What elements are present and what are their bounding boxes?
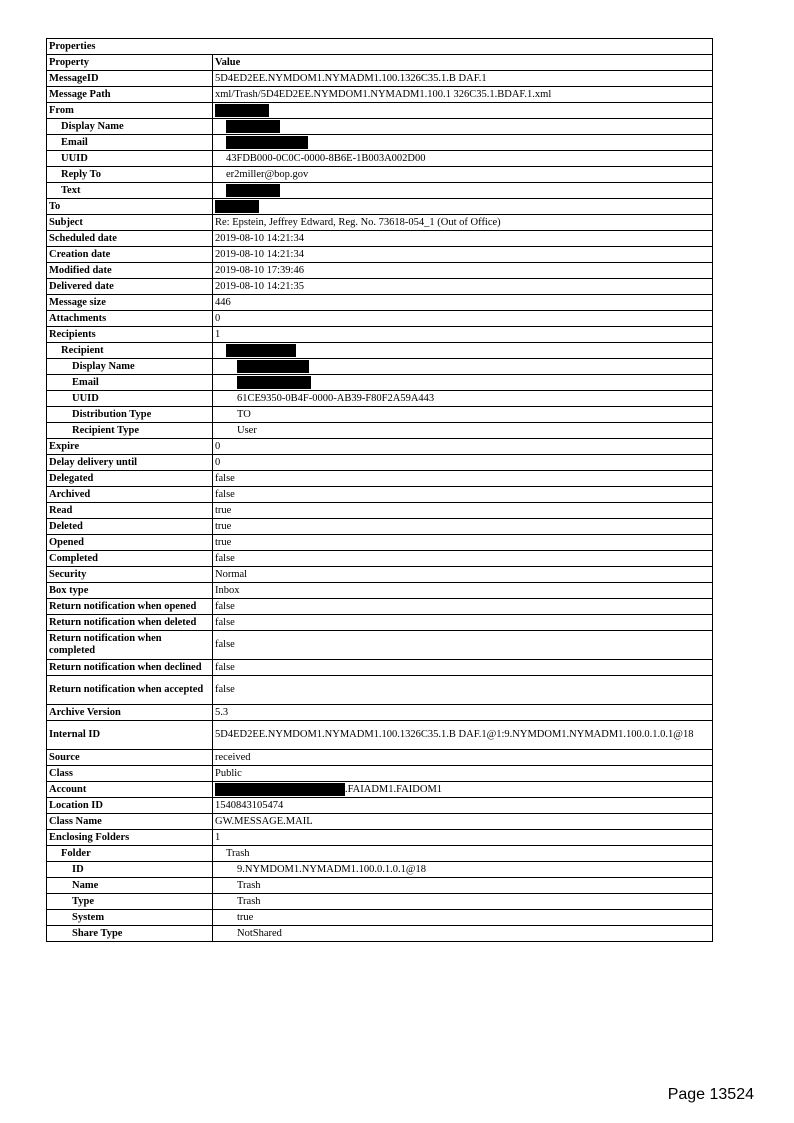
property-value: Normal — [213, 567, 713, 583]
table-row — [47, 798, 713, 814]
table-row — [47, 631, 713, 660]
table-row — [47, 551, 713, 567]
property-value: false — [213, 487, 713, 503]
property-value: 2019-08-10 14:21:34 — [213, 247, 713, 263]
property-value: false — [213, 631, 713, 660]
property-value: 2019-08-10 14:21:35 — [213, 279, 713, 295]
table-row — [47, 583, 713, 599]
table-row — [47, 263, 713, 279]
property-value — [213, 103, 713, 119]
redaction-block — [237, 376, 311, 389]
property-value: 446 — [213, 295, 713, 311]
property-value: 5D4ED2EE.NYMDOM1.NYMADM1.100.1326C35.1.B DAF.1 — [213, 71, 713, 87]
property-value: false — [213, 676, 713, 705]
table-row — [47, 119, 713, 135]
property-value: false — [213, 471, 713, 487]
table-row — [47, 567, 713, 583]
property-key: Box type — [47, 583, 213, 599]
table-row — [47, 183, 713, 199]
property-key: Delegated — [47, 471, 213, 487]
property-value — [213, 375, 713, 391]
table-row — [47, 660, 713, 676]
table-row — [47, 247, 713, 263]
property-key: Expire — [47, 439, 213, 455]
table-row — [47, 103, 713, 119]
property-key: Return notification when declined — [47, 660, 213, 676]
table-row — [47, 215, 713, 231]
table-row — [47, 705, 713, 721]
property-key: Source — [47, 750, 213, 766]
property-value: 9.NYMDOM1.NYMADM1.100.0.1.0.1@18 — [213, 862, 713, 878]
property-value: 61CE9350-0B4F-0000-AB39-F80F2A59A443 — [213, 391, 713, 407]
table-row — [47, 327, 713, 343]
property-value — [213, 782, 713, 798]
table-row — [47, 135, 713, 151]
table-row — [47, 455, 713, 471]
table-row — [47, 750, 713, 766]
table-header-row — [47, 55, 713, 71]
table-row — [47, 676, 713, 705]
table-row — [47, 878, 713, 894]
property-value: er2miller@bop.gov — [213, 167, 713, 183]
property-value — [213, 343, 713, 359]
property-value: 1 — [213, 830, 713, 846]
property-key: Archived — [47, 487, 213, 503]
property-key: Account — [47, 782, 213, 798]
table-row — [47, 926, 713, 942]
table-row — [47, 71, 713, 87]
table-row — [47, 471, 713, 487]
property-key: Archive Version — [47, 705, 213, 721]
property-value: GW.MESSAGE.MAIL — [213, 814, 713, 830]
property-value: Inbox — [213, 583, 713, 599]
table-row — [47, 375, 713, 391]
property-key: Folder — [47, 846, 213, 862]
property-key: Deleted — [47, 519, 213, 535]
property-value: false — [213, 660, 713, 676]
property-key: UUID — [47, 391, 213, 407]
property-value — [213, 199, 713, 215]
property-key: Location ID — [47, 798, 213, 814]
table-row — [47, 519, 713, 535]
property-key: Modified date — [47, 263, 213, 279]
redaction-block — [226, 136, 308, 149]
property-key: Recipient Type — [47, 423, 213, 439]
property-key: ID — [47, 862, 213, 878]
property-key: Enclosing Folders — [47, 830, 213, 846]
table-row — [47, 721, 713, 750]
property-key: UUID — [47, 151, 213, 167]
property-key: Opened — [47, 535, 213, 551]
properties-table — [46, 38, 713, 942]
table-row — [47, 503, 713, 519]
table-row — [47, 407, 713, 423]
property-key: MessageID — [47, 71, 213, 87]
property-value: NotShared — [213, 926, 713, 942]
property-key: Return notification when opened — [47, 599, 213, 615]
property-value: Re: Epstein, Jeffrey Edward, Reg. No. 73618-054_1 (Out of Office) — [213, 215, 713, 231]
property-key: Message size — [47, 295, 213, 311]
redaction-block — [215, 783, 345, 796]
table-row — [47, 279, 713, 295]
property-key: Type — [47, 894, 213, 910]
property-key: Share Type — [47, 926, 213, 942]
property-key: Text — [47, 183, 213, 199]
redaction-block — [237, 360, 309, 373]
table-row — [47, 199, 713, 215]
property-key: To — [47, 199, 213, 215]
property-value: 5D4ED2EE.NYMDOM1.NYMADM1.100.1326C35.1.B DAF.1@1:9.NYMDOM1.NYMADM1.100.0.1.0.1@18 — [213, 721, 713, 750]
table-row — [47, 599, 713, 615]
property-value: true — [213, 910, 713, 926]
table-row — [47, 782, 713, 798]
property-value: Trash — [213, 846, 713, 862]
table-row — [47, 311, 713, 327]
property-key: Delay delivery until — [47, 455, 213, 471]
property-key: Scheduled date — [47, 231, 213, 247]
property-value: received — [213, 750, 713, 766]
property-key: From — [47, 103, 213, 119]
property-key: Message Path — [47, 87, 213, 103]
table-row — [47, 343, 713, 359]
redaction-block — [215, 200, 259, 213]
table-row — [47, 487, 713, 503]
property-key: Creation date — [47, 247, 213, 263]
table-row — [47, 167, 713, 183]
property-key: Recipient — [47, 343, 213, 359]
table-row — [47, 151, 713, 167]
table-row — [47, 295, 713, 311]
table-row — [47, 814, 713, 830]
property-value: TO — [213, 407, 713, 423]
property-key: Email — [47, 375, 213, 391]
table-row — [47, 846, 713, 862]
redaction-block — [226, 184, 280, 197]
property-value: 1540843105474 — [213, 798, 713, 814]
property-value: 2019-08-10 17:39:46 — [213, 263, 713, 279]
table-row — [47, 830, 713, 846]
property-value: 2019-08-10 14:21:34 — [213, 231, 713, 247]
property-key: Attachments — [47, 311, 213, 327]
property-key: Return notification when completed — [47, 631, 213, 660]
property-key: Class — [47, 766, 213, 782]
property-value — [213, 135, 713, 151]
property-value: 0 — [213, 455, 713, 471]
property-value: Trash — [213, 878, 713, 894]
table-title-row — [47, 39, 713, 55]
property-value: true — [213, 519, 713, 535]
table-row — [47, 423, 713, 439]
property-value: false — [213, 615, 713, 631]
property-key: Reply To — [47, 167, 213, 183]
property-value: false — [213, 551, 713, 567]
property-key: Return notification when deleted — [47, 615, 213, 631]
table-title: Properties — [47, 39, 713, 55]
table-row — [47, 615, 713, 631]
property-key: Name — [47, 878, 213, 894]
property-key: Display Name — [47, 359, 213, 375]
table-row — [47, 910, 713, 926]
property-key: System — [47, 910, 213, 926]
property-key: Completed — [47, 551, 213, 567]
property-key: Display Name — [47, 119, 213, 135]
property-value: 43FDB000-0C0C-0000-8B6E-1B003A002D00 — [213, 151, 713, 167]
property-value — [213, 119, 713, 135]
table-row — [47, 359, 713, 375]
property-key: Distribution Type — [47, 407, 213, 423]
property-value: 0 — [213, 311, 713, 327]
table-row — [47, 391, 713, 407]
property-value: true — [213, 503, 713, 519]
property-value: 1 — [213, 327, 713, 343]
table-row — [47, 87, 713, 103]
property-key: Delivered date — [47, 279, 213, 295]
column-header-property: Property — [47, 55, 213, 71]
table-row — [47, 439, 713, 455]
property-key: Subject — [47, 215, 213, 231]
table-row — [47, 862, 713, 878]
property-value — [213, 183, 713, 199]
redaction-block — [226, 120, 280, 133]
property-value: false — [213, 599, 713, 615]
property-value: Trash — [213, 894, 713, 910]
property-key: Read — [47, 503, 213, 519]
table-row — [47, 231, 713, 247]
property-key: Return notification when accepted — [47, 676, 213, 705]
property-key: Class Name — [47, 814, 213, 830]
redaction-block — [215, 104, 269, 117]
property-value: 5.3 — [213, 705, 713, 721]
page-number: Page 13524 — [667, 1086, 754, 1103]
property-key: Security — [47, 567, 213, 583]
column-header-value: Value — [213, 55, 713, 71]
table-row — [47, 766, 713, 782]
property-value — [213, 359, 713, 375]
property-value: User — [213, 423, 713, 439]
table-row — [47, 535, 713, 551]
property-key: Recipients — [47, 327, 213, 343]
property-key: Internal ID — [47, 721, 213, 750]
property-value: Public — [213, 766, 713, 782]
property-value: 0 — [213, 439, 713, 455]
table-row — [47, 894, 713, 910]
property-value: true — [213, 535, 713, 551]
property-value: xml/Trash/5D4ED2EE.NYMDOM1.NYMADM1.100.1 326C35.1.BDAF.1.xml — [213, 87, 713, 103]
redaction-block — [226, 344, 296, 357]
property-key: Email — [47, 135, 213, 151]
account-suffix: .FAIADM1.FAIDOM1 — [345, 783, 443, 795]
